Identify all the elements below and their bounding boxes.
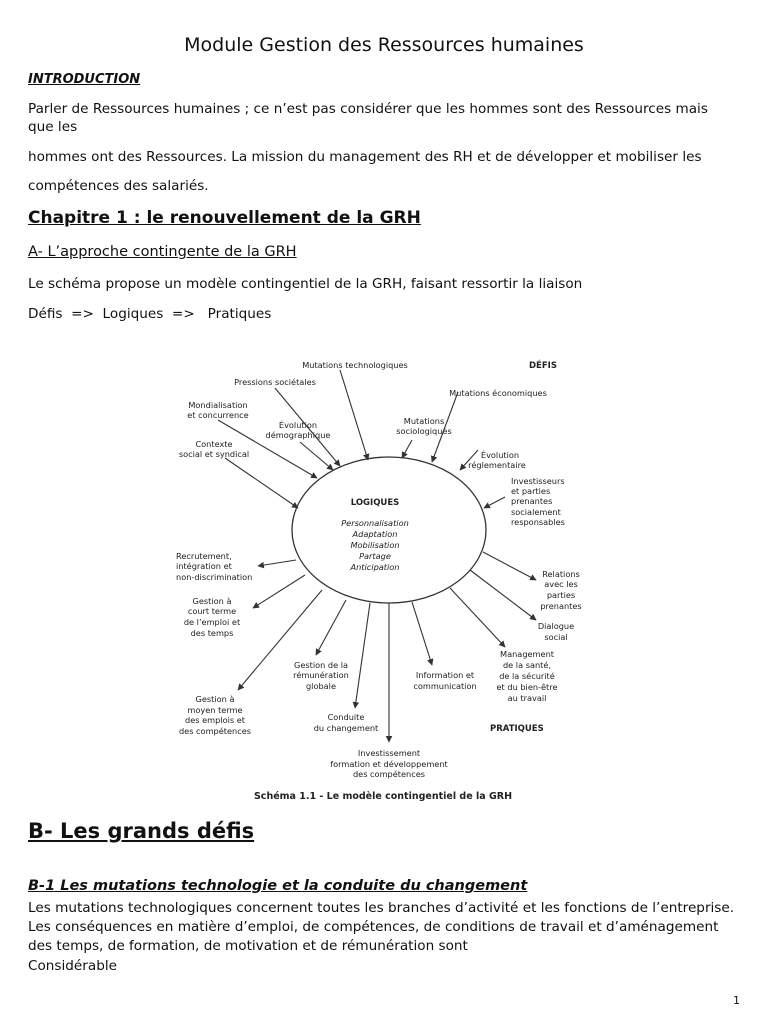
section-b1-line-2: Les conséquences en matière d’emploi, de compétences, de conditions de travail et d’aménagement — [28, 919, 719, 935]
arrow-info — [412, 602, 432, 665]
arrow-dialogue — [470, 570, 536, 620]
defi-mondial: Mondialisation — [188, 400, 248, 410]
pratique-gct: des temps — [190, 628, 234, 638]
defi-mut-socio: Mutations — [403, 416, 445, 426]
pratique-gct: Gestion à — [192, 596, 232, 606]
defi-pressions: Pressions sociétales — [234, 377, 316, 387]
section-b1-heading: B-1 Les mutations technologie et la conduite du changement — [28, 878, 528, 894]
chapter-1-paragraph-1: Le schéma propose un modèle contingentiel de la GRH, faisant ressortir la liaison — [28, 276, 583, 292]
chapter-1-paragraph-2: Défis => Logiques => Pratiques — [28, 306, 272, 322]
pratique-remu: rémunération — [293, 670, 349, 680]
page-title: Module Gestion des Ressources humaines — [184, 34, 584, 56]
pratique-gmt: des compétences — [178, 726, 252, 736]
pratiques-labels — [176, 551, 582, 779]
defi-mondial: et concurrence — [187, 410, 249, 420]
defi-contexte: Contexte — [195, 439, 233, 449]
section-b1-line-4: Considérable — [28, 958, 117, 974]
pratique-mgmt: de la sécurité — [499, 671, 555, 681]
center-item: Mobilisation — [350, 540, 400, 550]
pratique-relations: Relations — [542, 569, 580, 579]
arrow-conduite — [355, 603, 370, 708]
arrow-relations — [483, 552, 536, 580]
defi-invest: et parties — [511, 486, 551, 496]
defi-mut-eco: Mutations économiques — [449, 388, 547, 398]
pratique-gmt: des emplois et — [185, 715, 245, 725]
label-pratiques: PRATIQUES — [490, 724, 544, 734]
arrow-mut-tech — [340, 370, 368, 460]
defi-evo-regl: réglementaire — [468, 460, 526, 470]
arrow-mut-socio — [402, 440, 412, 458]
center-item: Personnalisation — [341, 518, 409, 528]
introduction-heading: INTRODUCTION — [28, 72, 141, 87]
intro-line-3: hommes ont des Ressources. La mission du management des RH et de développer et mobiliser les — [28, 149, 702, 165]
pratique-relations: parties — [546, 590, 576, 600]
section-b-heading: B- Les grands défis — [28, 819, 255, 843]
pratique-gmt: moyen terme — [187, 705, 243, 715]
section-b1-line-3: des temps, de formation, de motivation et de rémunération sont — [28, 938, 468, 954]
pratique-mgmt: au travail — [507, 693, 547, 703]
pratique-mgmt: de la santé, — [502, 660, 552, 670]
center-items — [341, 518, 409, 572]
pratique-gmt: Gestion à — [195, 694, 235, 704]
defi-evo-demo: Évolution — [278, 420, 318, 430]
pratique-mgmt: et du bien-être — [496, 682, 558, 692]
page-number: 1 — [733, 994, 740, 1007]
intro-line-1: Parler de Ressources humaines ; ce n’est pas considérer que les hommes sont des Ressources mais — [28, 101, 708, 117]
intro-line-2: que les — [28, 119, 78, 135]
pratique-dialogue: Dialogue — [537, 621, 575, 631]
pratique-remu: Gestion de la — [293, 660, 349, 670]
pratique-recrut: Recrutement, — [176, 551, 232, 561]
pratique-gct: court terme — [187, 606, 237, 616]
pratique-recrut: intégration et — [176, 561, 232, 571]
center-item: Partage — [359, 551, 391, 561]
arrow-mgmt — [450, 588, 505, 647]
arrow-invest — [484, 497, 505, 508]
arrow-remu — [316, 600, 346, 655]
arrow-evo-demo — [300, 442, 333, 470]
pratique-invform: des compétences — [352, 769, 426, 779]
pratique-info: communication — [413, 681, 477, 691]
pratique-conduite: du changement — [313, 723, 379, 733]
defi-evo-demo: démographique — [265, 430, 331, 440]
defi-mut-socio: sociologiques — [396, 426, 452, 436]
defi-invest: responsables — [511, 517, 565, 527]
center-title: LOGIQUES — [350, 498, 400, 508]
pratique-remu: globale — [305, 681, 337, 691]
pratique-recrut: non-discrimination — [176, 572, 253, 582]
defi-invest: socialement — [511, 507, 561, 517]
defi-evo-regl: Évolution — [480, 450, 520, 460]
pratique-mgmt: Management — [500, 649, 554, 659]
defi-invest: prenantes — [511, 496, 553, 506]
pratique-conduite: Conduite — [327, 712, 365, 722]
arrow-contexte — [225, 458, 298, 508]
defi-invest: Investisseurs — [511, 476, 565, 486]
arrow-recrut — [258, 560, 296, 566]
pratique-invform: Investissement — [357, 748, 421, 758]
pratique-invform: formation et développement — [330, 759, 448, 769]
center-item: Anticipation — [350, 562, 400, 572]
chapter-1-heading: Chapitre 1 : le renouvellement de la GRH — [28, 208, 421, 228]
pratique-gct: de l’emploi et — [183, 617, 241, 627]
center-item: Adaptation — [352, 529, 398, 539]
defi-contexte: social et syndical — [178, 449, 250, 459]
defi-mut-tech: Mutations technologiques — [302, 360, 408, 370]
label-defis: DÉFIS — [529, 361, 557, 371]
section-b1-line-1: Les mutations technologiques concernent toutes les branches d’activité et les fonctions de l’entreprise. — [28, 900, 735, 916]
pratique-info: Information et — [415, 670, 475, 680]
pratique-relations: avec les — [544, 579, 578, 589]
pratique-dialogue: social — [544, 632, 568, 642]
arrow-gct — [253, 575, 305, 608]
diagram-caption: Schéma 1.1 - Le modèle contingentiel de la GRH — [253, 791, 513, 802]
section-a-heading: A- L’approche contingente de la GRH — [28, 244, 297, 260]
intro-line-4: compétences des salariés. — [28, 178, 209, 194]
pratique-relations: prenantes — [540, 601, 582, 611]
